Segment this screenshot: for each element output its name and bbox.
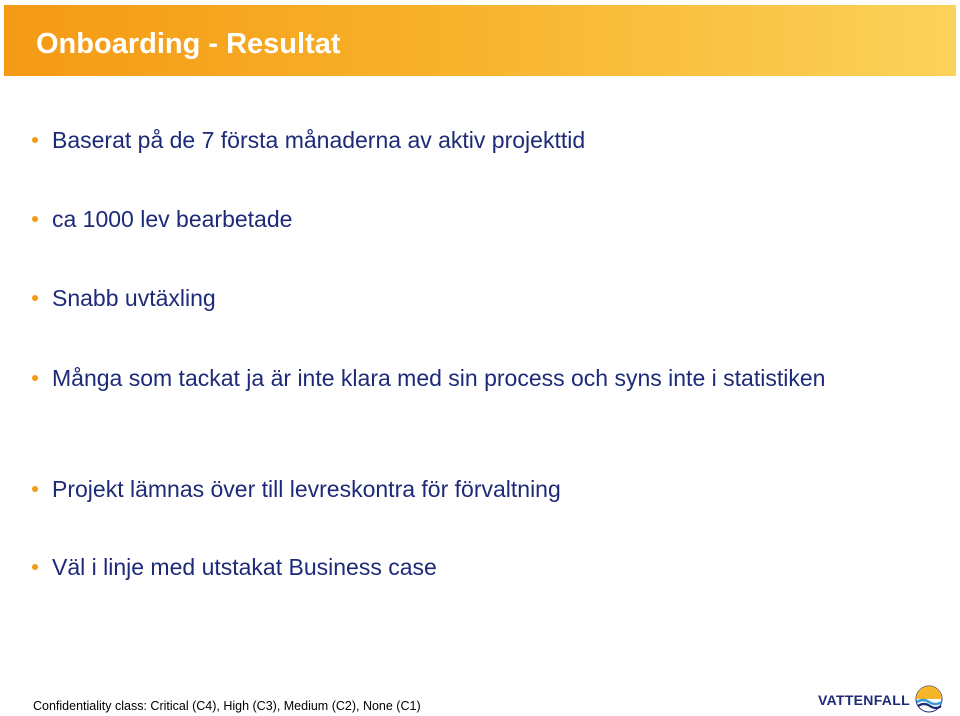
bullet-text: Projekt lämnas över till levreskontra för förvaltning xyxy=(52,476,561,502)
bullet-dot-icon xyxy=(32,486,38,492)
bullet-dot-icon xyxy=(32,216,38,222)
bullet-dot-icon xyxy=(32,564,38,570)
bullet-text: Baserat på de 7 första månaderna av aktiv projekttid xyxy=(52,127,586,153)
bullet-text: Snabb uvtäxling xyxy=(52,285,216,311)
bullet-item xyxy=(32,474,892,504)
title-bar xyxy=(4,5,956,76)
vattenfall-logo xyxy=(818,684,946,714)
bullet-text: Många som tackat ja är inte klara med sin process och syns inte i statistiken xyxy=(52,365,826,391)
confidentiality-footer: Confidentiality class: Critical (C4), High (C3), Medium (C2), None (C1) xyxy=(33,699,421,713)
bullet-item xyxy=(32,283,892,313)
bullet-item xyxy=(32,363,872,393)
bullet-item xyxy=(32,552,892,582)
bullet-dot-icon xyxy=(32,295,38,301)
bullet-dot-icon xyxy=(32,375,38,381)
bullet-text: Väl i linje med utstakat Business case xyxy=(52,554,437,580)
bullet-text: ca 1000 lev bearbetade xyxy=(52,206,293,232)
logo-text: VATTENFALL xyxy=(818,692,910,708)
bullet-item xyxy=(32,204,892,234)
slide-title: Onboarding - Resultat xyxy=(36,28,341,60)
vattenfall-logo-icon xyxy=(914,685,944,713)
bullet-item xyxy=(32,125,892,155)
bullet-dot-icon xyxy=(32,137,38,143)
